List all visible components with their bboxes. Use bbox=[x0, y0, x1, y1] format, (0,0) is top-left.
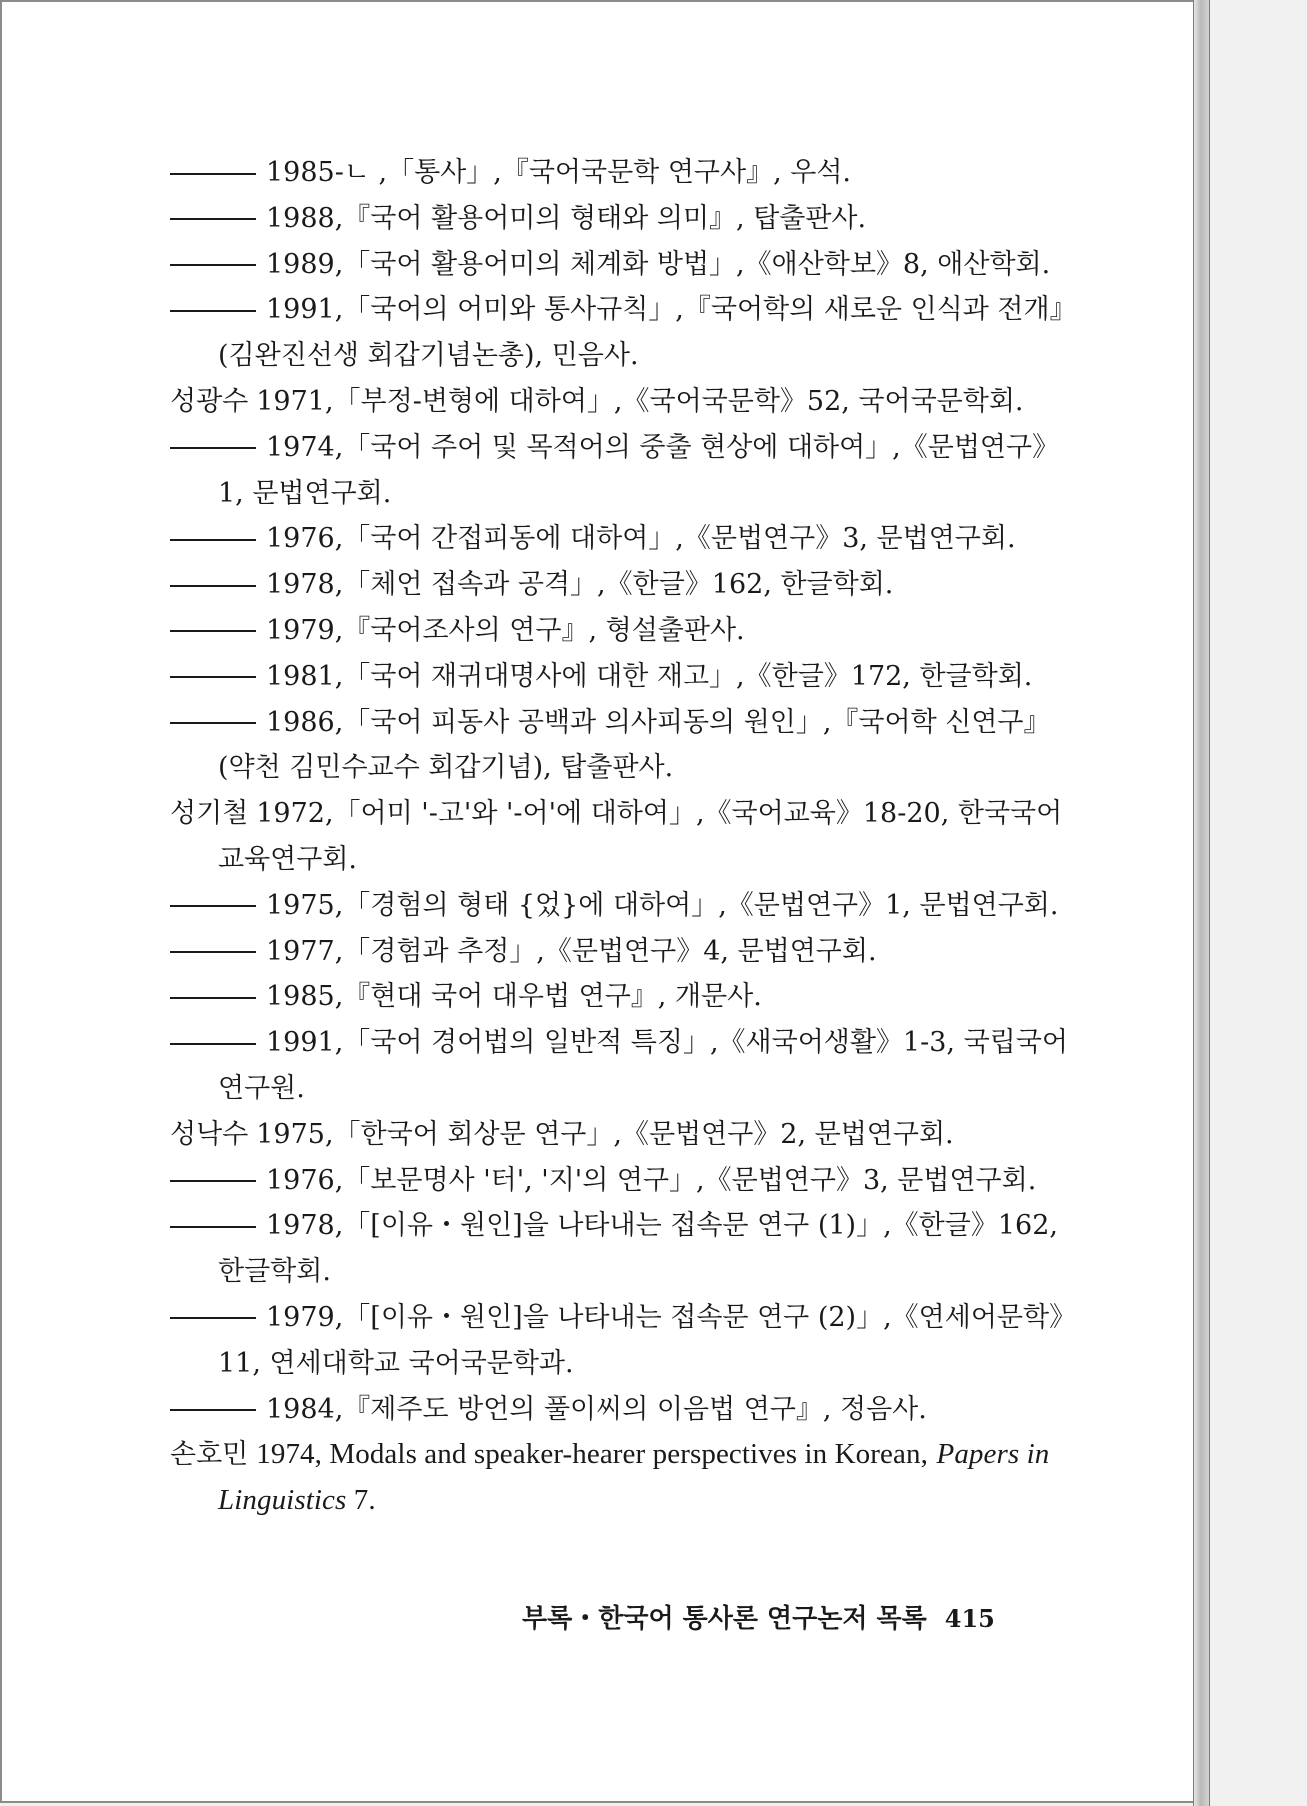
bibliography-entry bbox=[170, 929, 1070, 975]
bibliography-entry bbox=[170, 425, 1070, 517]
bibliography-entry bbox=[170, 1112, 1070, 1158]
bibliography-entry bbox=[170, 1387, 1070, 1433]
repeat-author-dash bbox=[170, 1226, 256, 1228]
entry-text: 1985-ㄴ ,「통사」,『국어국문학 연구사』, 우석. bbox=[266, 157, 851, 188]
bibliography-entry bbox=[170, 1158, 1070, 1204]
entry-text: 1979,『국어조사의 연구』, 형설출판사. bbox=[266, 614, 745, 646]
entry-text: 1984,『제주도 방언의 풀이씨의 이음법 연구』, 정음사. bbox=[266, 1393, 927, 1425]
bibliography-entry bbox=[170, 562, 1070, 608]
entry-author: 손호민 bbox=[170, 1439, 249, 1471]
bibliography-entry bbox=[170, 700, 1070, 792]
repeat-author-dash bbox=[170, 218, 256, 220]
journal-volume: 7. bbox=[346, 1484, 376, 1517]
repeat-author-dash bbox=[170, 264, 256, 266]
repeat-author-dash bbox=[170, 173, 256, 175]
repeat-author-dash bbox=[170, 1043, 256, 1045]
entry-text: 1975,「경험의 형태 {었}에 대하여」,《문법연구》1, 문법연구회. bbox=[266, 889, 1059, 921]
repeat-author-dash bbox=[170, 951, 256, 953]
entry-text: 1974,「국어 주어 및 목적어의 중출 현상에 대하여」,《문법연구》1, 문법연구회. bbox=[218, 431, 1060, 509]
bibliography-entry bbox=[170, 379, 1070, 425]
repeat-author-dash bbox=[170, 997, 256, 999]
bibliography-list bbox=[170, 150, 1070, 1524]
journal-title: Papers in Linguistics bbox=[218, 1438, 1050, 1517]
bibliography-entry bbox=[170, 883, 1070, 929]
entry-text: 1972,「어미 '-고'와 '-어'에 대하여」,《국어교육》18-20, 한국국어교육연구회. bbox=[218, 798, 1063, 875]
bibliography-entry bbox=[170, 196, 1070, 242]
bibliography-entry bbox=[170, 1020, 1070, 1112]
entry-text: 1981,「국어 재귀대명사에 대한 재고」,《한글》172, 한글학회. bbox=[266, 660, 1033, 692]
repeat-author-dash bbox=[170, 539, 256, 541]
book-spine-edge bbox=[1193, 0, 1210, 1806]
entry-text: 1977,「경험과 추정」,《문법연구》4, 문법연구회. bbox=[266, 935, 877, 967]
entry-author: 성기철 bbox=[170, 798, 249, 830]
entry-text: 1988,『국어 활용어미의 형태와 의미』, 탑출판사. bbox=[266, 202, 867, 234]
repeat-author-dash bbox=[170, 676, 256, 678]
entry-text: 1978,「[이유・원인]을 나타내는 접속문 연구 (1)」,《한글》162, 한글학회. bbox=[218, 1210, 1058, 1288]
entry-author: 성낙수 bbox=[170, 1118, 249, 1150]
page-number: 415 bbox=[944, 1604, 995, 1633]
repeat-author-dash bbox=[170, 585, 256, 587]
entry-text: 1991,「국어 경어법의 일반적 특징」,《새국어생활》1-3, 국립국어연구원. bbox=[218, 1027, 1068, 1104]
repeat-author-dash bbox=[170, 447, 256, 449]
running-footer bbox=[522, 1598, 995, 1635]
entry-text: 1974, Modals and speaker-hearer perspectives in Korean, bbox=[256, 1438, 928, 1471]
bibliography-entry bbox=[170, 608, 1070, 654]
bibliography-entry bbox=[170, 974, 1070, 1020]
bibliography-entry bbox=[170, 654, 1070, 700]
bibliography-entry bbox=[170, 287, 1070, 379]
bibliography-entry bbox=[170, 1203, 1070, 1295]
entry-text: 1989,「국어 활용어미의 체계화 방법」,《애산학보》8, 애산학회. bbox=[266, 248, 1051, 280]
entry-author: 성광수 bbox=[170, 385, 249, 417]
bibliography-entry bbox=[170, 516, 1070, 562]
repeat-author-dash bbox=[170, 722, 256, 724]
bibliography-entry-english bbox=[170, 1432, 1070, 1524]
entry-text: 1975,「한국어 회상문 연구」,《문법연구》2, 문법연구회. bbox=[256, 1118, 954, 1150]
entry-text: 1986,「국어 피동사 공백과 의사피동의 원인」,『국어학 신연구』(약천 김민수교수 회갑기념), 탑출판사. bbox=[218, 706, 1051, 784]
repeat-author-dash bbox=[170, 1317, 256, 1319]
bibliography-entry bbox=[170, 1295, 1070, 1387]
footer-title: 부록・한국어 통사론 연구논저 목록 bbox=[522, 1604, 927, 1634]
entry-text: 1976,「국어 간접피동에 대하여」,《문법연구》3, 문법연구회. bbox=[266, 523, 1016, 555]
repeat-author-dash bbox=[170, 1409, 256, 1411]
entry-text: 1991,「국어의 어미와 통사규칙」,『국어학의 새로운 인식과 전개』(김완진선생 회갑기념논총), 민음사. bbox=[218, 294, 1064, 372]
entry-text: 1976,「보문명사 '터', '지'의 연구」,《문법연구》3, 문법연구회. bbox=[266, 1164, 1037, 1196]
repeat-author-dash bbox=[170, 310, 256, 312]
bibliography-entry bbox=[170, 791, 1070, 883]
entry-text: 1985,『현대 국어 대우법 연구』, 개문사. bbox=[266, 981, 762, 1013]
repeat-author-dash bbox=[170, 1180, 256, 1182]
entry-text: 1979,「[이유・원인]을 나타내는 접속문 연구 (2)」,《연세어문학》11, 연세대학교 국어국문학과. bbox=[218, 1301, 1063, 1379]
bibliography-entry bbox=[170, 150, 1070, 196]
bibliography-entry bbox=[170, 242, 1070, 288]
repeat-author-dash bbox=[170, 630, 256, 632]
entry-text: 1978,「체언 접속과 공격」,《한글》162, 한글학회. bbox=[266, 569, 894, 601]
repeat-author-dash bbox=[170, 905, 256, 907]
entry-text: 1971,「부정-변형에 대하여」,《국어국문학》52, 국어국문학회. bbox=[256, 385, 1024, 417]
